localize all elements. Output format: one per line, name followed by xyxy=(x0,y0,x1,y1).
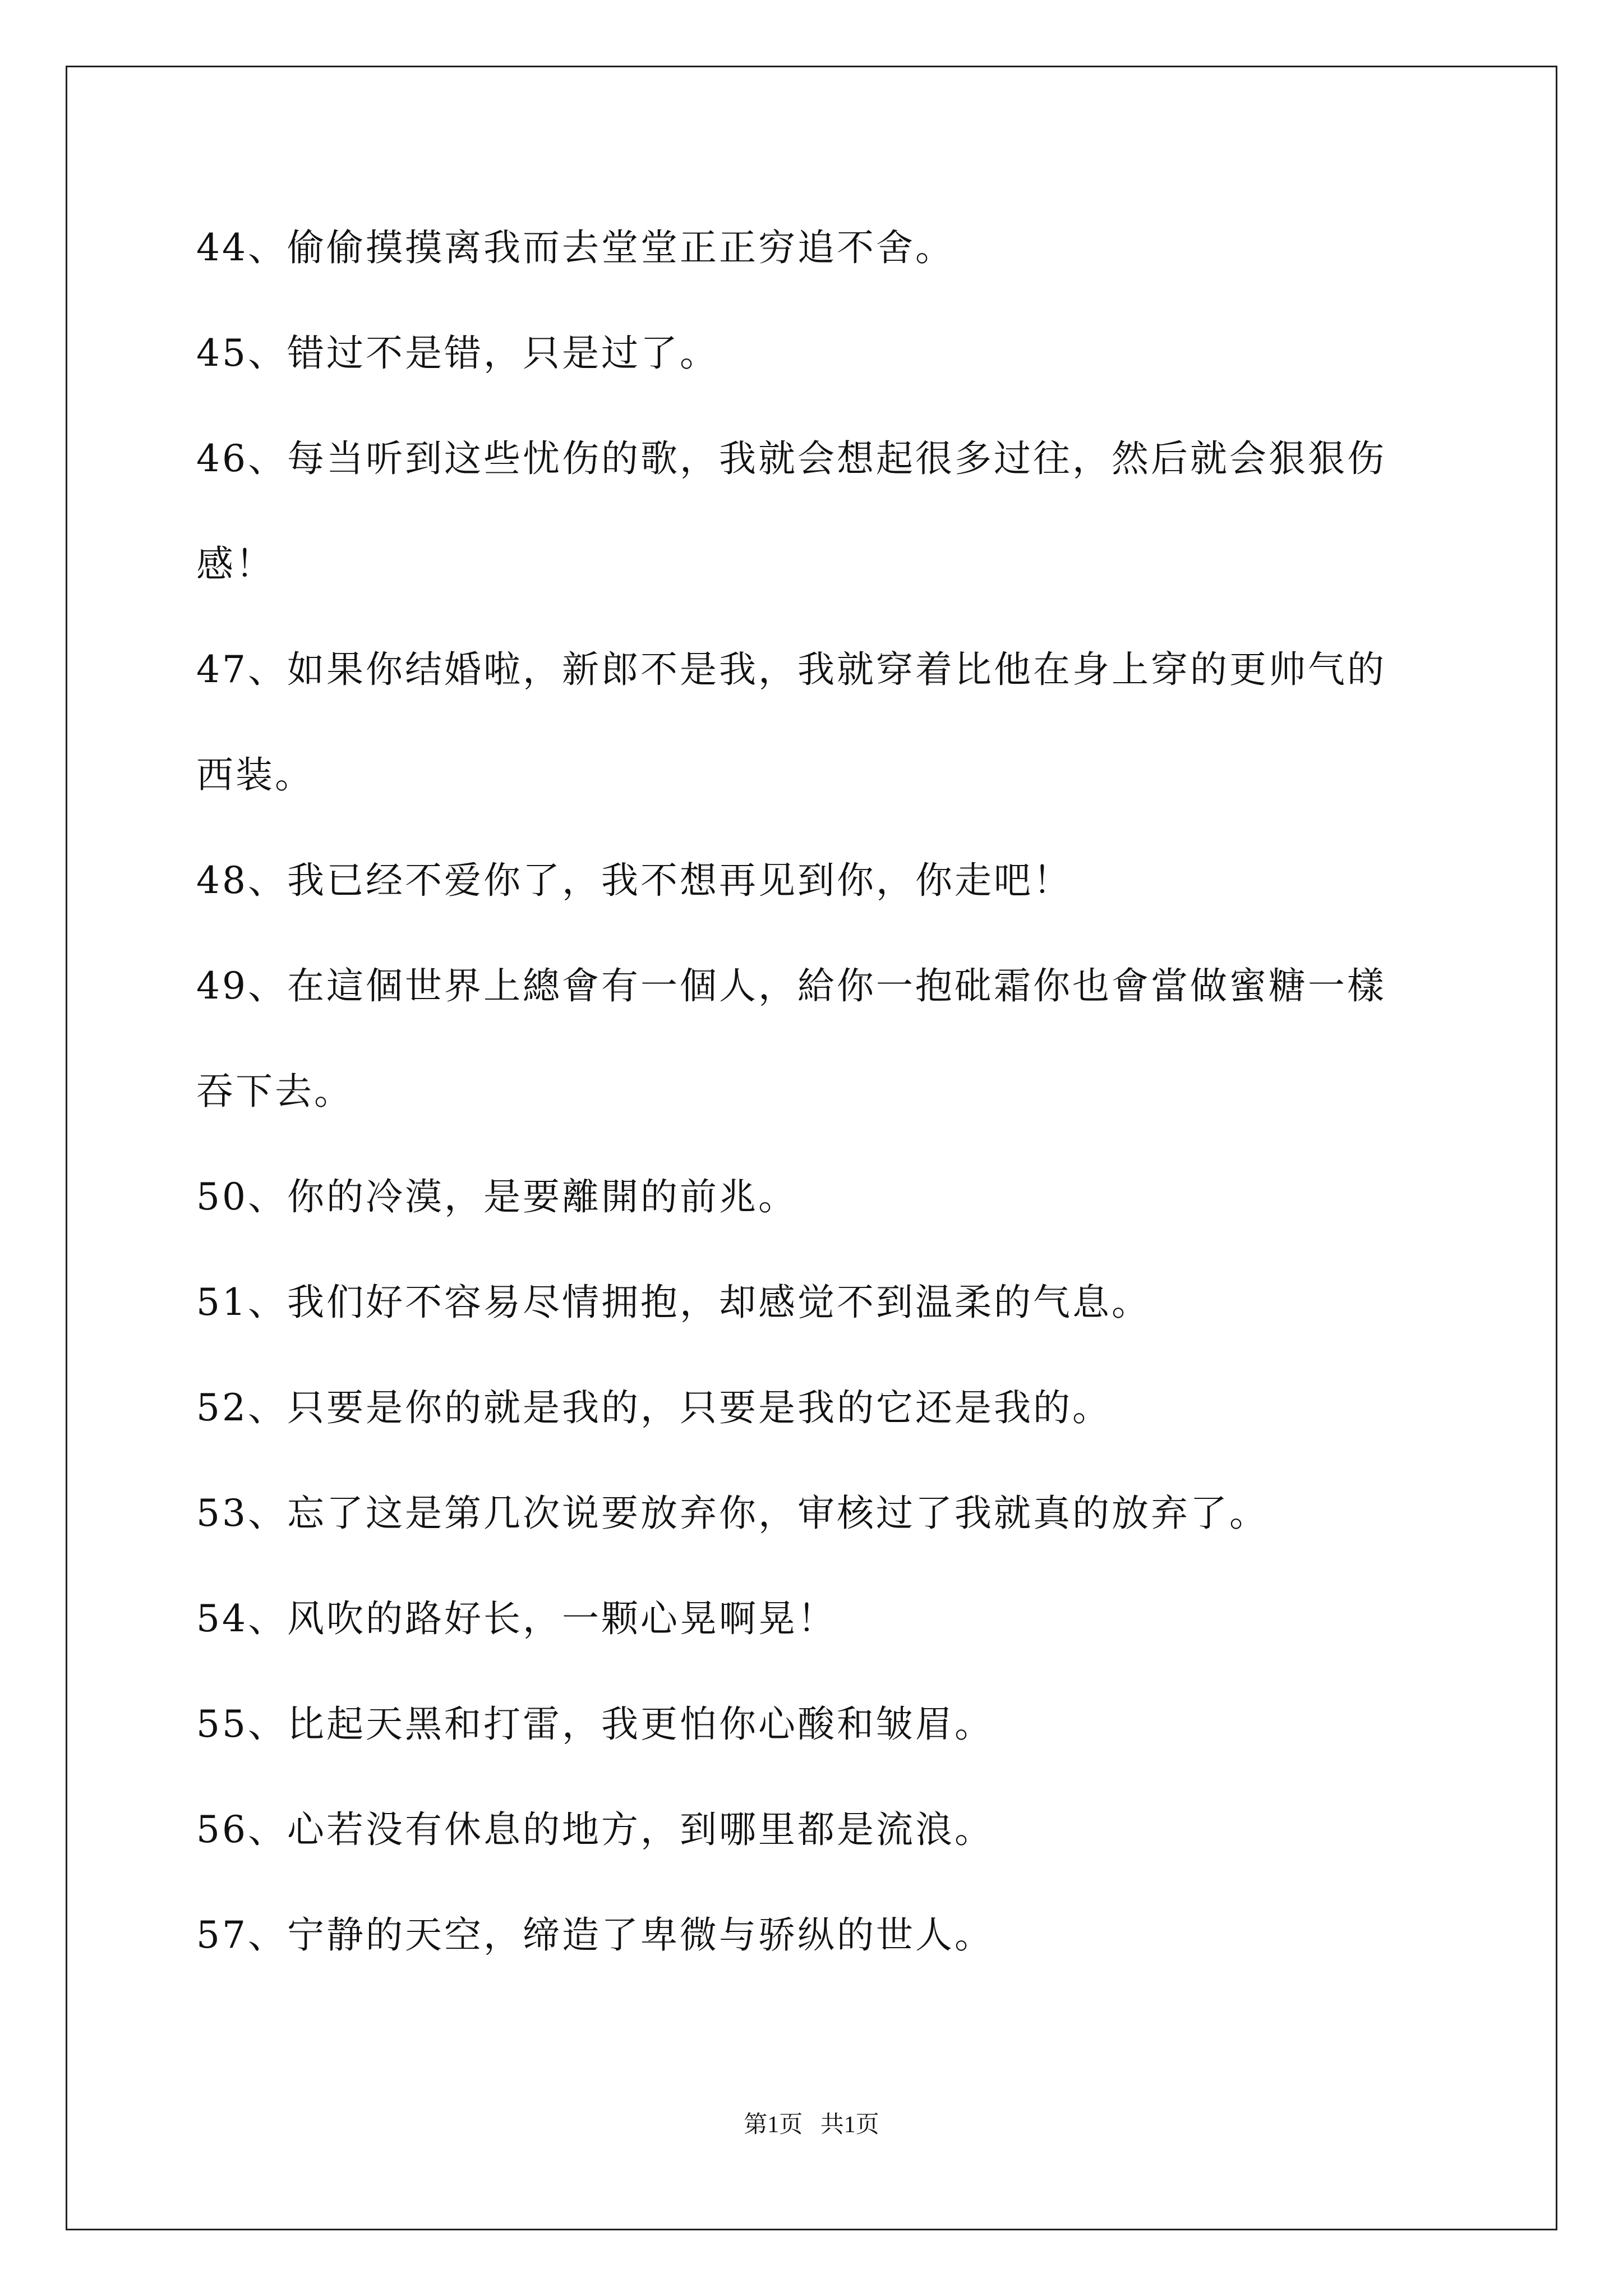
text-line: 西装。 xyxy=(196,753,314,797)
text-line: 49、在這個世界上總會有一個人，給你一抱砒霜你也會當做蜜糖一樣 xyxy=(196,964,1386,1007)
text-line: 46、每当听到这些忧伤的歌，我就会想起很多过往，然后就会狠狠伤 xyxy=(196,437,1386,480)
text-line: 44、偷偷摸摸离我而去堂堂正正穷追不舍。 xyxy=(196,226,955,269)
text-line: 56、心若没有休息的地方，到哪里都是流浪。 xyxy=(196,1808,994,1851)
text-line: 53、忘了这是第几次说要放弃你，审核过了我就真的放弃了。 xyxy=(196,1492,1269,1535)
text-line: 45、错过不是错，只是过了。 xyxy=(196,332,719,375)
text-line: 50、你的冷漠，是要離開的前兆。 xyxy=(196,1175,797,1218)
text-line: 55、比起天黑和打雷，我更怕你心酸和皱眉。 xyxy=(196,1703,994,1746)
document-body xyxy=(196,222,1453,2014)
page-total: 共1页 xyxy=(820,2112,879,2138)
text-line: 感！ xyxy=(196,542,275,586)
text-line: 57、宁静的天空，缔造了卑微与骄纵的世人。 xyxy=(196,1913,994,1957)
text-line: 51、我们好不容易尽情拥抱，却感觉不到温柔的气息。 xyxy=(196,1281,1151,1324)
text-line: 47、如果你结婚啦，新郎不是我，我就穿着比他在身上穿的更帅气的 xyxy=(196,648,1386,691)
page-number: 第1页 xyxy=(744,2112,803,2138)
text-line: 54、风吹的路好长，一颗心晃啊晃！ xyxy=(196,1597,837,1640)
page-footer xyxy=(0,2109,1623,2141)
text-line: 吞下去。 xyxy=(196,1070,353,1113)
text-line: 48、我已经不爱你了，我不想再见到你，你走吧！ xyxy=(196,859,1072,902)
text-line: 52、只要是你的就是我的，只要是我的它还是我的。 xyxy=(196,1386,1112,1429)
